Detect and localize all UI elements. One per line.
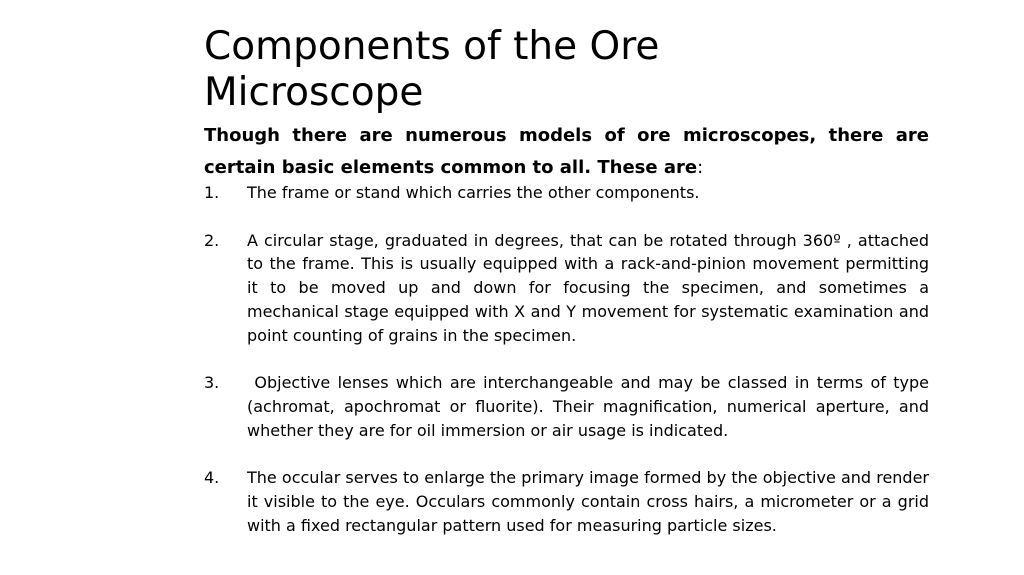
list-item bbox=[204, 371, 929, 442]
list-item-number: 4. bbox=[204, 468, 220, 488]
slide-title: Components of the Ore Microscope bbox=[204, 24, 660, 115]
components-list bbox=[204, 181, 929, 561]
list-item-text: Objective lenses which are interchangeable and may be classed in terms of type (achromat, apochromat or fluorite). Their magnification, numerical aperture, and whether they are for oil immersion or air usage is indicated. bbox=[247, 373, 929, 440]
intro-paragraph bbox=[204, 120, 929, 184]
list-item-text: A circular stage, graduated in degrees, that can be rotated through 360º , attached to the frame. This is usually equipped with a rack-and-pinion movement permitting it to be moved up and down for focusing the specimen, and sometimes a mechanical stage equipped with X and Y movement for systematic examination and point counting of grains in the specimen. bbox=[247, 230, 929, 345]
intro-text: Though there are numerous models of ore microscopes, there are certain basic elements common to all. These are bbox=[204, 125, 929, 178]
list-item bbox=[204, 229, 929, 348]
list-item-number: 1. bbox=[204, 183, 220, 202]
intro-colon: : bbox=[697, 157, 704, 178]
list-item-text: The occular serves to enlarge the primary image formed by the objective and render it visible to the eye. Occulars commonly contain cross hairs, a micrometer or a grid with a fixed rectangular pattern used for measuring particle sizes. bbox=[247, 468, 929, 535]
list-item-number: 3. bbox=[204, 373, 220, 393]
list-item-text: The frame or stand which carries the other components. bbox=[247, 183, 700, 202]
list-item-number: 2. bbox=[204, 230, 220, 250]
list-item bbox=[204, 181, 929, 205]
list-item bbox=[204, 466, 929, 537]
